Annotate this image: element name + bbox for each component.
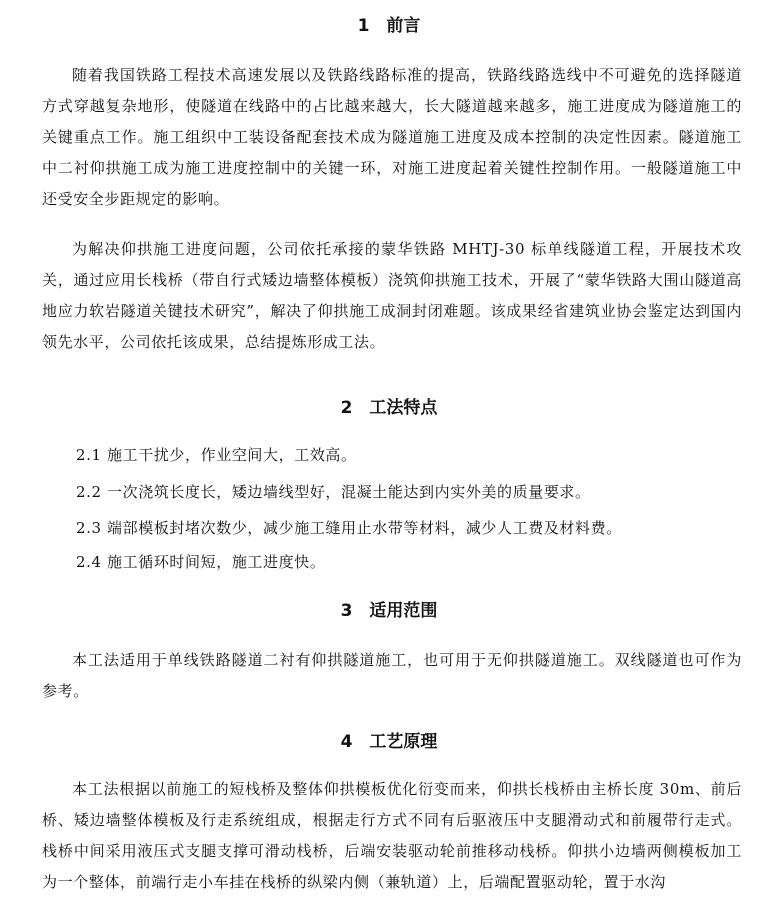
section-heading-preface: 1 前言: [357, 16, 421, 36]
feature-item-2-4: 2.4 施工循环时间短，施工进度快。: [76, 553, 326, 571]
feature-item-2-1: 2.1 施工干扰少，作业空间大，工效高。: [76, 446, 357, 464]
section-heading-scope: 3 适用范围: [340, 601, 438, 621]
preface-paragraph-1: 随着我国铁路工程技术高速发展以及铁路线路标准的提高，铁路线路选线中不可避免的选择隧道方式穿越复杂地形，使隧道在线路中的占比越来越大，长大隧道越来越多，施工进度成为隧道施工的关键重点工作。施工组织中工装设备配套技术成为隧道施工进度及成本控制的决定性因素。隧道施工中二衬仰拱施工成为施工进度控制中的关键一环，对施工进度起着关键性控制作用。一般隧道施工中还受安全步距规定的影响。: [42, 66, 742, 208]
feature-item-2-2: 2.2 一次浇筑长度长，矮边墙线型好，混凝土能达到内实外美的质量要求。: [76, 483, 591, 501]
section-heading-principle: 4 工艺原理: [340, 732, 438, 752]
feature-item-2-3: 2.3 端部模板封堵次数少，减少施工缝用止水带等材料，减少人工费及材料费。: [76, 519, 622, 537]
preface-paragraph-2: 为解决仰拱施工进度问题，公司依托承接的蒙华铁路 MHTJ-30 标单线隧道工程，开展技术攻关，通过应用长栈桥（带自行式矮边墙整体模板）浇筑仰拱施工技术，开展了“蒙华铁路大围山隧道高地应力软岩隧道关键技术研究”，解决了仰拱施工成洞封闭难题。该成果经省建筑业协会鉴定达到国内领先水平，公司依托该成果，总结提炼形成工法。: [42, 240, 742, 351]
scope-paragraph: 本工法适用于单线铁路隧道二衬有仰拱隧道施工，也可用于无仰拱隧道施工。双线隧道也可作为参考。: [42, 651, 742, 700]
section-heading-features: 2 工法特点: [340, 398, 438, 418]
principle-paragraph: 本工法根据以前施工的短栈桥及整体仰拱模板优化衍变而来，仰拱长栈桥由主桥长度 30m、前后桥、矮边墙整体模板及行走系统组成，根据走行方式不同有后驱液压中支腿滑动式和前履带行走式。栈桥中间采用液压式支腿支撑可滑动栈桥，后端安装驱动轮前推移动栈桥。仰拱小边墙两侧模板加工为一个整体，前端行走小车挂在栈桥的纵梁内侧（兼轨道）上，后端配置驱动轮，置于水沟: [42, 780, 742, 891]
